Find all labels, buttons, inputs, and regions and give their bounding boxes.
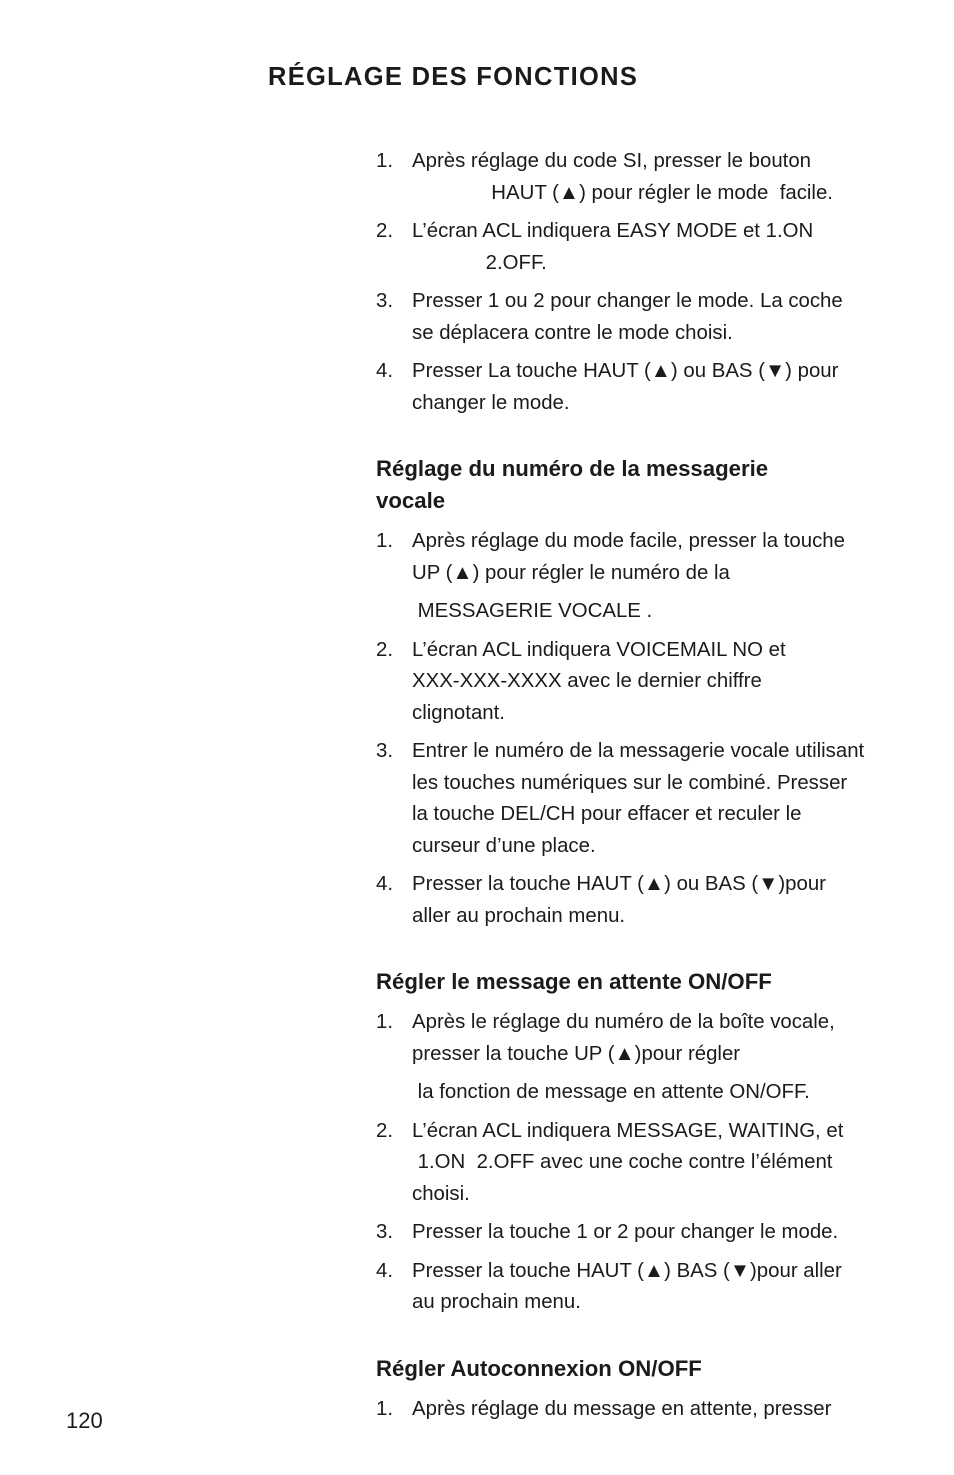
section-heading: Régler Autoconnexion ON/OFF [376,1355,702,1381]
voicemail-list [376,526,916,932]
item-text: aller au prochain menu. [412,904,626,927]
list-item [376,286,916,349]
item-text: la fonction de message en attente ON/OFF. [412,1081,810,1103]
item-number: 3. [376,1221,394,1243]
autoconnect-section [376,1353,916,1426]
item-number: 4. [376,873,394,895]
page-title: RÉGLAGE DES FONCTIONS [268,63,639,91]
item-text: clignotant. [412,701,505,724]
heading-line: vocale [376,488,446,513]
item-number: 4. [376,360,394,382]
item-text: Après le réglage du numéro de la boîte vocale, [412,1011,835,1033]
item-text: 1.ON 2.OFF avec une coche contre l’élément [412,1151,833,1173]
item-number: 1. [376,150,394,172]
autoconnect-list [376,1394,916,1426]
heading-line: Réglage du numéro de la messagerie [376,456,769,481]
item-number: 3. [376,740,394,762]
item-text: se déplacera contre le mode choisi. [412,321,733,344]
item-text: L’écran ACL indiquera MESSAGE, WAITING, et [412,1119,844,1142]
item-text: Presser la touche HAUT (▲) BAS (▼)pour aller [412,1259,842,1282]
item-text: curseur d’une place. [412,834,596,857]
item-text: HAUT (▲) pour régler le mode facile. [412,181,833,204]
list-item [376,1007,916,1109]
item-number: 3. [376,290,394,312]
item-number: 2. [376,1119,394,1142]
list-item [376,869,916,932]
item-text: MESSAGERIE VOCALE . [412,600,653,622]
list-item [376,1394,916,1426]
item-text: au prochain menu. [412,1291,581,1313]
item-text: choisi. [412,1182,470,1205]
item-text: Après réglage du code SI, presser le bouton [412,150,812,172]
item-number: 1. [376,1397,394,1420]
section-heading [376,453,916,517]
item-text: les touches numériques sur le combiné. Presser [412,771,848,794]
item-text: changer le mode. [412,391,570,414]
item-text: XXX-XXX-XXXX avec le dernier chiffre [412,670,762,692]
message-waiting-list [376,1007,916,1319]
item-text: Presser 1 ou 2 pour changer le mode. La coche [412,290,843,312]
item-text: L’écran ACL indiquera VOICEMAIL NO et [412,638,786,661]
main-content [376,146,916,1432]
item-text: L’écran ACL indiquera EASY MODE et 1.ON [412,220,814,242]
list-item [376,1217,916,1249]
item-text: Presser la touche HAUT (▲) ou BAS (▼)pour [412,873,826,895]
intro-list [376,146,916,419]
page-number: 120 [66,1408,103,1433]
item-text: UP (▲) pour régler le numéro de la [412,561,730,584]
list-item [376,216,916,279]
list-item [376,1116,916,1211]
section-heading: Régler le message en attente ON/OFF [376,969,772,994]
item-text: Presser La touche HAUT (▲) ou BAS (▼) pour [412,360,839,382]
item-number: 1. [376,1011,394,1033]
list-item [376,146,916,209]
item-text: 2.OFF. [412,251,547,274]
item-text: presser la touche UP (▲)pour régler [412,1042,741,1065]
item-number: 2. [376,220,394,242]
list-item [376,1256,916,1319]
item-text: Après réglage du mode facile, presser la touche [412,530,845,552]
message-waiting-section [376,966,916,1319]
item-number: 1. [376,530,394,552]
item-text: Presser la touche 1 or 2 pour changer le mode. [412,1221,839,1243]
list-item [376,526,916,628]
item-text: Après réglage du message en attente, presser [412,1397,832,1420]
list-item [376,736,916,862]
list-item [376,635,916,730]
item-number: 4. [376,1259,394,1282]
list-item [376,356,916,419]
item-text: la touche DEL/CH pour effacer et reculer le [412,803,802,825]
voicemail-section [376,453,916,932]
item-number: 2. [376,638,394,661]
item-text: Entrer le numéro de la messagerie vocale utilisant [412,740,865,762]
